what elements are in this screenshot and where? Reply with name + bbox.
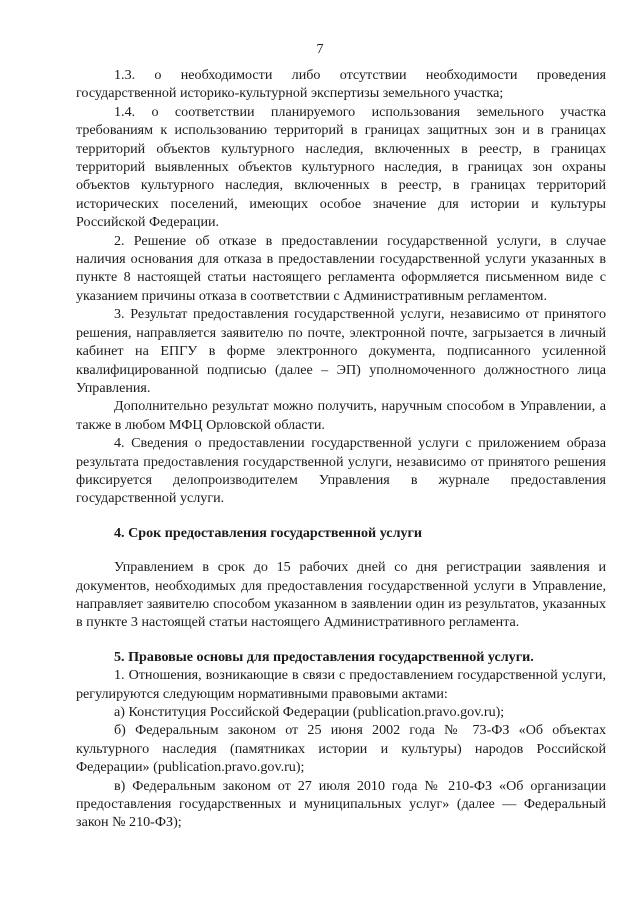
paragraph-4: 4. Сведения о предоставлении государственной услуги с приложением образа результата предоставления государственной услуги, независимо от принятого решения фиксируется делопроизводителем Управления в журнале предоставления государственной услуги. [76,435,606,507]
document-body [76,66,606,832]
section-5-item-b: б) Федеральным законом от 25 июня 2002 года № 73-ФЗ «Об объектах культурного наследия (памятниках истории и культуры) народов Российской Федерации» (publication.pravo.gov.ru); [76,722,606,776]
page-number: 7 [316,42,324,57]
section-5-item-a: а) Конституция Российской Федерации (publication.pravo.gov.ru); [114,704,505,720]
paragraph-1-4: 1.4. о соответствии планируемого использования земельного участка требованиям к использованию территорий в границах защитных зон и в границах территорий объектов культурного наследия, включенных в реестр, в границах территорий выявленных объектов культурного наследия, в границах зон охраны объектов культурного наследия, включенных в реестр, в границах территорий исторических поселений, имеющих особое значение для истории и культуры Российской Федерации. [76,103,606,231]
section-4-paragraph: Управлением в срок до 15 рабочих дней со дня регистрации заявления и документов, необходимых для предоставления государственной услуги в Управление, направляет заявителю способом указанном в заявлении один из результатов, указанных в пункте 3 настоящей статьи настоящего Административного регламента. [76,559,606,631]
paragraph-2: 2. Решение об отказе в предоставлении государственной услуги, в случае наличия основания для отказа в предоставлении государственной услуги указанных в пункте 8 настоящей статьи настоящего регламента оформляется письменном виде с указанием причины отказа в соответствии с Административным регламентом. [76,232,606,304]
paragraph-1-3: 1.3. о необходимости либо отсутствии необходимости проведения государственной историко-культурной экспертизы земельного участка; [76,67,606,102]
section-5-heading: 5. Правовые основы для предоставления государственной услуги. [114,648,534,665]
section-4-heading: 4. Срок предоставления государственной услуги [114,524,423,541]
paragraph-additional: Дополнительно результат можно получить, наручным способом в Управлении, а также в любом МФЦ Орловской области. [76,398,606,433]
paragraph-3: 3. Результат предоставления государственной услуги, независимо от принятого решения, направляется заявителю по почте, электронной почте, загрызается в личный кабинет на ЕПГУ в форме электронного документа, подписанного усиленной квалифицированной подписью (далее – ЭП) уполномоченного должностного лица Управления. [76,306,606,396]
section-5-item-v: в) Федеральным законом от 27 июля 2010 года № 210-ФЗ «Об организации предоставления государственных и муниципальных услуг» (далее — Федеральный закон № 210-ФЗ); [76,777,606,831]
section-5-paragraph-1: 1. Отношения, возникающие в связи с предоставлением государственной услуги, регулируются следующим нормативными правовыми актами: [76,667,606,702]
